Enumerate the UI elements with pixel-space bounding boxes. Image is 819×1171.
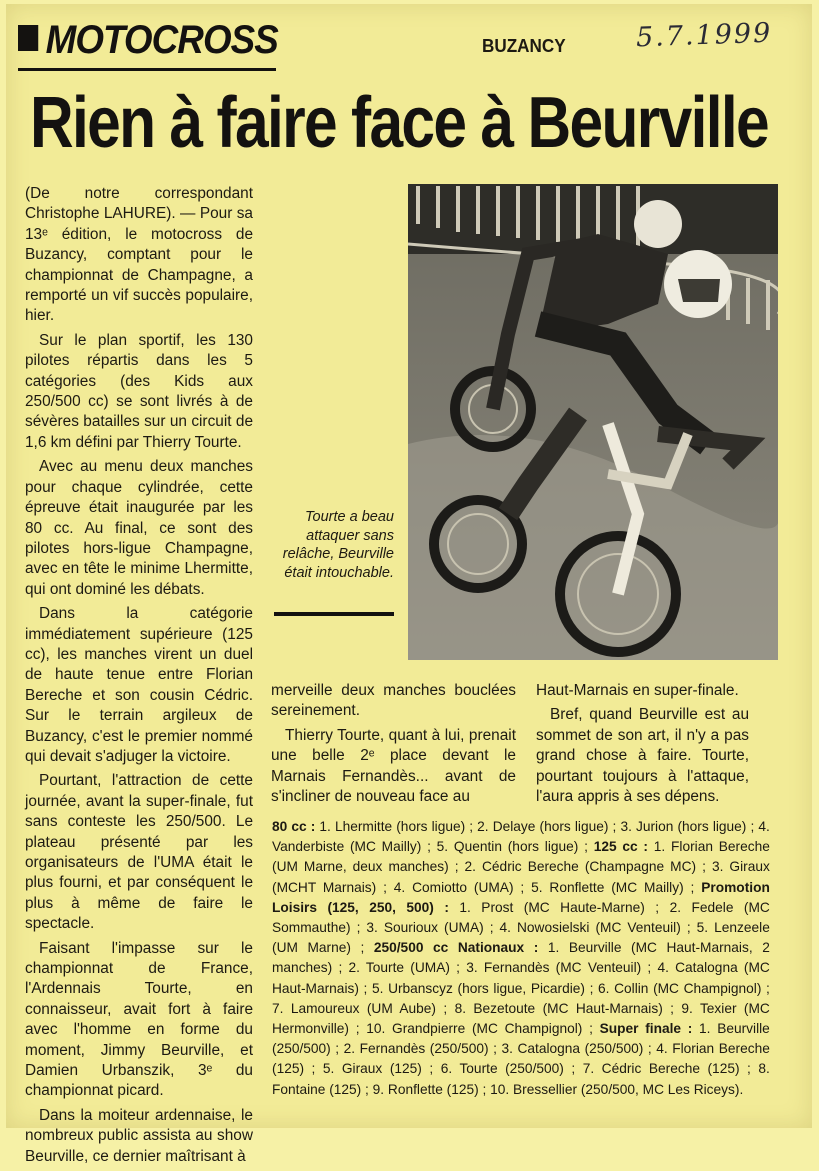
paragraph: Dans la catégorie immédiatement supérieure (125 cc), les manches virent un duel de haute tenue entre Florian Bereche et son cousin Cédric. Sur le terrain argileux de Buzancy, c'est le premier nommé qui devait s'adjuger la victoire. bbox=[25, 605, 253, 765]
article-column-3 bbox=[536, 681, 749, 811]
photo-caption: Tourte a beau attaquer sans relâche, Beurville était intouchable. bbox=[282, 509, 394, 581]
results-category-label: 250/500 cc Nationaux : bbox=[373, 939, 539, 956]
results-category-text: 1. Beurville (250/500) ; 2. Fernandès (250/500) ; 3. Catalogna (250/500) ; 4. Florian Bereche (125) ; 5. Giraux (125) ; 6. Tourte (250/500) ; 7. Cédric Bereche (125) ; 8. Fontaine (125) ; 9. Ronflette (125) ; 10. Bressellier (250/500, MC Les Riceys). bbox=[272, 1020, 770, 1097]
paragraph: Bref, quand Beurville est au sommet de son art, il n'y a pas grand chose à faire. Tourte, pourtant toujours à l'attaque, l'aura appris à ses dépens. bbox=[536, 706, 749, 806]
caption-rule bbox=[274, 612, 394, 616]
paragraph: merveille deux manches bouclées sereinement. bbox=[271, 682, 516, 720]
paragraph: Faisant l'impasse sur le championnat de France, l'Ardennais Tourte, en connaisseur, avait fort à faire avec l'homme en forme du moment, Jimmy Beurville, et Damien Urbanszik, 3ᵉ du championnat picard. bbox=[25, 939, 253, 1100]
paragraph: Thierry Tourte, quant à lui, prenait une belle 2ᵉ place devant le Marnais Fernandès... avant de s'incliner de nouveau face au bbox=[271, 726, 516, 806]
paragraph: Avec au menu deux manches pour chaque cylindrée, cette épreuve était inaugurée par les 80 cc. Au final, ce sont des pilotes hors-ligue Champagne, avec en tête le minime Lhermitte, qui ont dominé les débats. bbox=[25, 458, 253, 598]
results-category-label: 125 cc : bbox=[593, 838, 649, 855]
section-title: MOTOCROSS bbox=[45, 18, 278, 62]
paragraph: Sur le plan sportif, les 130 pilotes répartis dans les 5 catégories (des Kids aux 250/500 cc) se sont livrés à de sévères batailles sur un circuit de 1,6 km défini par Thierry Tourte. bbox=[25, 331, 253, 451]
paragraph: Haut-Marnais en super-finale. bbox=[536, 682, 739, 699]
article-column-1 bbox=[25, 184, 253, 1171]
paragraph: (De notre correspondant Christophe LAHURE). — Pour sa 13ᵉ édition, le motocross de Buzancy, comptant pour le championnat de Champagne, a remporté un vif succès populaire, hier. bbox=[25, 185, 253, 325]
results-category-label: Promotion Loisirs (125, 250, 500) : bbox=[272, 878, 770, 915]
paragraph: Pourtant, l'attraction de cette journée, avant la super-finale, fut sans conteste les 250/500. Le plateau présenté par les organisateurs de l'UMA était le plus fourni, et par conséquent le plus à même de faire le spectacle. bbox=[25, 772, 253, 933]
results-category-text: 1. Beurville (MC Haut-Marnais, 2 manches) ; 2. Tourte (UMA) ; 3. Fernandès (MC Venteuil) ; 4. Catalogna (MC Haut-Marnais) ; 5. Urbanscyz (hors ligue, Picardie) ; 6. Collin (MC Champignol) ; 7. Lamoureux (UM Aube) ; 8. Bezetoute (MC Haut-Marnais) ; 9. Texier (MC Hermonville) ; 10. Grandpierre (MC Champignol) ; bbox=[272, 939, 770, 1037]
section-bullet bbox=[18, 25, 38, 51]
motocross-photo bbox=[408, 184, 778, 660]
results-category-text: 1. Lhermitte (hors ligue) ; 2. Delaye (hors ligue) ; 3. Jurion (hors ligue) ; 4. Vanderbiste (MC Mailly) ; 5. Quentin (hors ligue) ; bbox=[272, 818, 770, 855]
results-category-text: 1. Prost (MC Haute-Marne) ; 2. Fedele (MC Sommauthe) ; 3. Sourioux (UMA) ; 4. Nowosielski (MC Venteuil) ; 5. Lenzeele (UM Marne) ; bbox=[272, 898, 770, 956]
results-category-label: Super finale : bbox=[599, 1020, 693, 1037]
motocross-photo-illustration bbox=[408, 184, 778, 660]
section-rule bbox=[18, 68, 276, 71]
paragraph: Dans la moiteur ardennaise, le nombreux public assista au show Beurville, ce dernier maîtrisant à bbox=[25, 1106, 253, 1165]
dateline: BUZANCY bbox=[482, 36, 566, 56]
results-category-text: 1. Florian Bereche (UM Marne, deux manches) ; 2. Cédric Bereche (Champagne MC) ; 3. Giraux (MCHT Marnais) ; 4. Comiotto (UMA) ; 5. Ronflette (MC Mailly) ; bbox=[272, 838, 770, 895]
article-column-2 bbox=[271, 681, 516, 811]
results-category-label: 80 cc : bbox=[272, 818, 316, 834]
results-box bbox=[272, 816, 770, 1099]
handwritten-date: 5.7.1999 bbox=[635, 17, 773, 54]
headline: Rien à faire face à Beurville bbox=[30, 83, 768, 163]
section-label bbox=[18, 18, 278, 63]
